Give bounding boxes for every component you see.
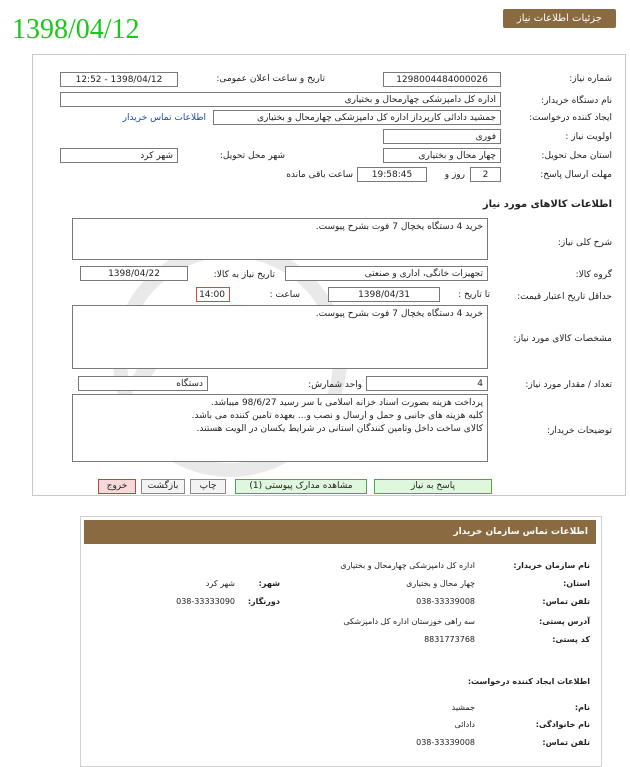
unit-field: دستگاه bbox=[78, 376, 208, 391]
group-field: تجهیزات خانگی، اداری و صنعتی bbox=[285, 266, 488, 281]
province-contact-value: چهار محال و بختیاری bbox=[406, 579, 475, 588]
deadline-days-field: 2 bbox=[470, 167, 501, 182]
remaining-word: ساعت باقی مانده bbox=[286, 170, 353, 180]
buyer-notes-field bbox=[72, 394, 488, 462]
buyer-label: نام دستگاه خریدار: bbox=[541, 96, 612, 106]
need-number-field: 1298004484000026 bbox=[383, 72, 501, 87]
phone-label: تلفن تماس: bbox=[542, 597, 590, 606]
attachments-button[interactable]: مشاهده مدارک پیوستی (1) bbox=[235, 479, 367, 494]
min-price-label: حداقل تاریخ اعتبار قیمت: bbox=[517, 292, 612, 302]
creator-info-title: اطلاعات ایجاد کننده درخواست: bbox=[467, 677, 590, 686]
specs-label: مشخصات کالای مورد نیاز: bbox=[513, 334, 612, 344]
province-field: چهار محال و بختیاری bbox=[383, 148, 501, 163]
deadline-time-field: 19:58:45 bbox=[357, 167, 427, 182]
group-label: گروه کالا: bbox=[575, 270, 612, 280]
days-word: روز و bbox=[444, 170, 465, 180]
province-contact-label: استان: bbox=[563, 579, 590, 588]
fax-label: دورنگار: bbox=[247, 597, 280, 606]
back-button[interactable]: بازگشت bbox=[141, 479, 185, 494]
deadline-label: مهلت ارسال پاسخ: bbox=[540, 170, 612, 180]
general-desc-field: خرید 4 دستگاه یخچال 7 فوت بشرح پیوست. bbox=[72, 218, 488, 260]
city-label: شهر محل تحویل: bbox=[219, 151, 285, 161]
org-value: اداره کل دامپزشکی چهارمحال و بختیاری bbox=[340, 561, 475, 570]
announce-field: 1398/04/12 - 12:52 bbox=[60, 72, 178, 87]
goods-section-title: اطلاعات کالاهای مورد نیاز bbox=[482, 199, 612, 210]
creator-phone-label: تلفن تماس: bbox=[542, 738, 590, 747]
fax-value: 038-33333090 bbox=[176, 597, 235, 606]
need-number-label: شماره نیاز: bbox=[569, 74, 612, 84]
name-value: جمشید bbox=[451, 703, 475, 712]
family-label: نام خانوادگی: bbox=[535, 720, 590, 729]
city-contact-label: شهر: bbox=[258, 579, 280, 588]
family-value: دادائی bbox=[454, 720, 475, 729]
contact-panel-title: اطلاعات تماس سازمان خریدار bbox=[84, 520, 596, 544]
province-label: استان محل تحویل: bbox=[541, 151, 612, 161]
city-contact-value: شهر کرد bbox=[205, 579, 235, 588]
page-title: جزئیات اطلاعات نیاز bbox=[503, 9, 616, 28]
to-date-label: تا تاریخ : bbox=[458, 290, 490, 300]
creator-label: ایجاد کننده درخواست: bbox=[529, 113, 612, 123]
phone-value: 038-33339008 bbox=[416, 597, 475, 606]
qty-label: تعداد / مقدار مورد نیاز: bbox=[525, 380, 612, 390]
creator-field: جمشید دادائی کارپرداز اداره کل دامپزشکی چهارمحال و بختیاری bbox=[213, 110, 501, 125]
creator-phone-value: 038-33339008 bbox=[416, 738, 475, 747]
general-desc-label: شرح کلی نیاز: bbox=[557, 238, 612, 248]
buyer-field: اداره کل دامپزشکی چهارمحال و بختیاری bbox=[60, 92, 501, 107]
need-date-field: 1398/04/22 bbox=[80, 266, 188, 281]
contact-info-link[interactable]: اطلاعات تماس خریدار bbox=[122, 113, 206, 123]
postal-value: 8831773768 bbox=[424, 635, 475, 644]
buyer-note-line: کالای ساخت داخل وتامین کنندگان استانی در شرایط یکسان در الویت هستند. bbox=[196, 424, 483, 434]
city-field: شهر کرد bbox=[60, 148, 178, 163]
qty-field: 4 bbox=[366, 376, 488, 391]
postal-label: کد پستی: bbox=[552, 635, 590, 644]
unit-label: واحد شمارش: bbox=[308, 380, 362, 390]
priority-field: فوری bbox=[383, 129, 501, 144]
announce-label: تاریخ و ساعت اعلان عمومی: bbox=[216, 74, 325, 84]
reply-button[interactable]: پاسخ به نیاز bbox=[374, 479, 492, 494]
buyer-notes-label: توضیحات خریدار: bbox=[546, 426, 612, 436]
hour-label: ساعت : bbox=[269, 290, 300, 300]
buyer-note-line: پرداخت هزینه بصورت اسناد خزانه اسلامی با سر رسید 98/6/27 میباشد. bbox=[210, 398, 483, 408]
exit-button[interactable]: خروج bbox=[98, 479, 136, 494]
to-date-field: 1398/04/31 bbox=[328, 287, 440, 302]
name-label: نام: bbox=[574, 703, 590, 712]
specs-field: خرید 4 دستگاه یخچال 7 فوت بشرح پیوست. bbox=[72, 305, 488, 369]
address-value: سه راهی خوزستان اداره کل دامپزشکی bbox=[343, 617, 475, 626]
org-label: نام سازمان خریدار: bbox=[513, 561, 590, 570]
print-button[interactable]: چاپ bbox=[190, 479, 226, 494]
buyer-note-line: کلیه هزینه های جانبی و حمل و ارسال و نصب و... بعهده تامین کننده می باشد. bbox=[191, 411, 483, 421]
need-date-label: تاریخ نیاز به کالا: bbox=[213, 270, 275, 280]
hour-field: 14:00 bbox=[196, 287, 230, 302]
page-header bbox=[0, 0, 630, 42]
date-stamp: 1398/04/12 bbox=[12, 14, 140, 45]
priority-label: اولویت نیاز : bbox=[565, 132, 612, 142]
address-label: آدرس پستی: bbox=[539, 617, 590, 626]
